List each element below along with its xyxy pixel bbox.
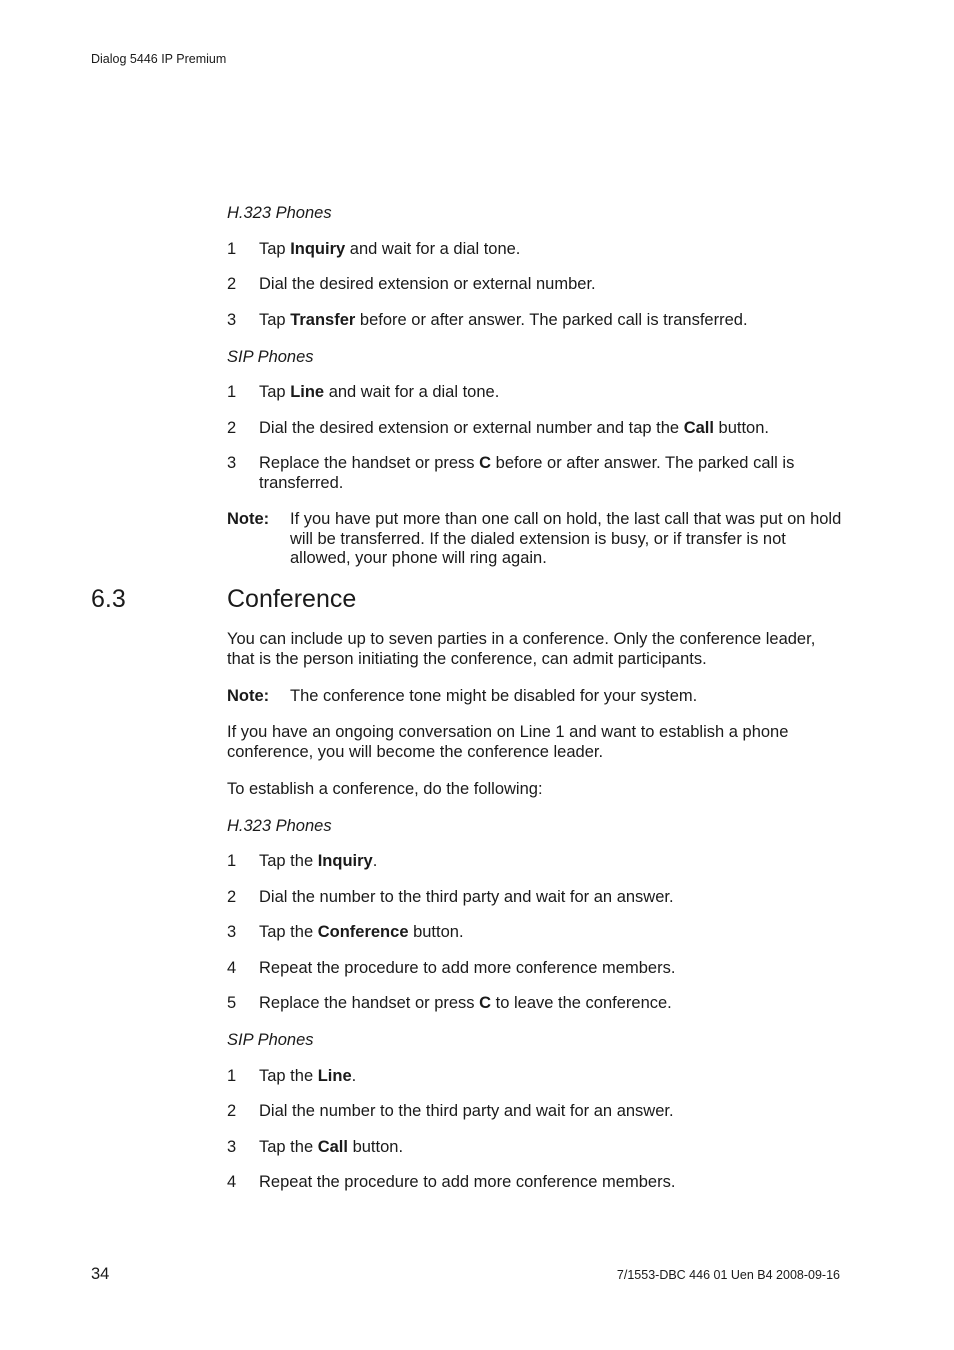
subheading-sip: SIP Phones [227, 1031, 314, 1049]
step-text: Dial the number to the third party and wait for an answer. [259, 1102, 674, 1120]
subheading-sip: SIP Phones [227, 348, 314, 366]
step-number: 1 [227, 1067, 237, 1085]
step-text: Dial the desired extension or external number and tap the Call button. [259, 419, 769, 437]
step-number: 2 [227, 888, 237, 906]
page-number: 34 [91, 1265, 110, 1283]
section-number: 6.3 [91, 585, 126, 613]
note-text: The conference tone might be disabled for your system. [290, 687, 698, 705]
step-number: 2 [227, 275, 237, 293]
paragraph: If you have an ongoing conversation on Line 1 and want to establish a phone conference, you will become the conference leader. [227, 723, 789, 761]
step-number: 3 [227, 923, 237, 941]
step-text: Tap Inquiry and wait for a dial tone. [259, 240, 521, 258]
step-number: 3 [227, 1138, 237, 1156]
step-number: 2 [227, 419, 237, 437]
section-title: Conference [227, 585, 357, 613]
step-number: 2 [227, 1102, 237, 1120]
step-text: Dial the number to the third party and wait for an answer. [259, 888, 674, 906]
step-text: Tap the Call button. [259, 1138, 404, 1156]
step-text: Tap Line and wait for a dial tone. [259, 383, 500, 401]
note-text: If you have put more than one call on hold, the last call that was put on hold will be transferred. If the dialed extension is busy, or if transfer is not allowed, your phone will ring again. [290, 510, 842, 567]
step-number: 1 [227, 383, 237, 401]
step-text: Repeat the procedure to add more conference members. [259, 1173, 676, 1191]
step-number: 1 [227, 852, 237, 870]
note-label: Note: [227, 510, 270, 528]
step-text: Tap the Inquiry. [259, 852, 378, 870]
step-number: 3 [227, 454, 237, 472]
paragraph: To establish a conference, do the following: [227, 780, 543, 798]
step-number: 5 [227, 994, 237, 1012]
subheading-h323: H.323 Phones [227, 817, 332, 835]
step-text: Replace the handset or press C to leave the conference. [259, 994, 672, 1012]
step-number: 4 [227, 959, 237, 977]
step-text: Dial the desired extension or external number. [259, 275, 596, 293]
step-text: Tap the Line. [259, 1067, 357, 1085]
step-text: Replace the handset or press C before or after answer. The parked call is transferred. [259, 454, 795, 492]
step-number: 1 [227, 240, 237, 258]
subheading-h323: H.323 Phones [227, 204, 332, 222]
step-text: Repeat the procedure to add more conference members. [259, 959, 676, 977]
step-text: Tap Transfer before or after answer. The parked call is transferred. [259, 311, 748, 329]
step-number: 3 [227, 311, 237, 329]
step-text: Tap the Conference button. [259, 923, 464, 941]
step-number: 4 [227, 1173, 237, 1191]
intro-paragraph: You can include up to seven parties in a conference. Only the conference leader, that is the person initiating the conference, can admit participants. [227, 630, 816, 668]
note-label: Note: [227, 687, 270, 705]
document-reference: 7/1553-DBC 446 01 Uen B4 2008-09-16 [616, 1268, 840, 1282]
running-header: Dialog 5446 IP Premium [91, 52, 227, 66]
